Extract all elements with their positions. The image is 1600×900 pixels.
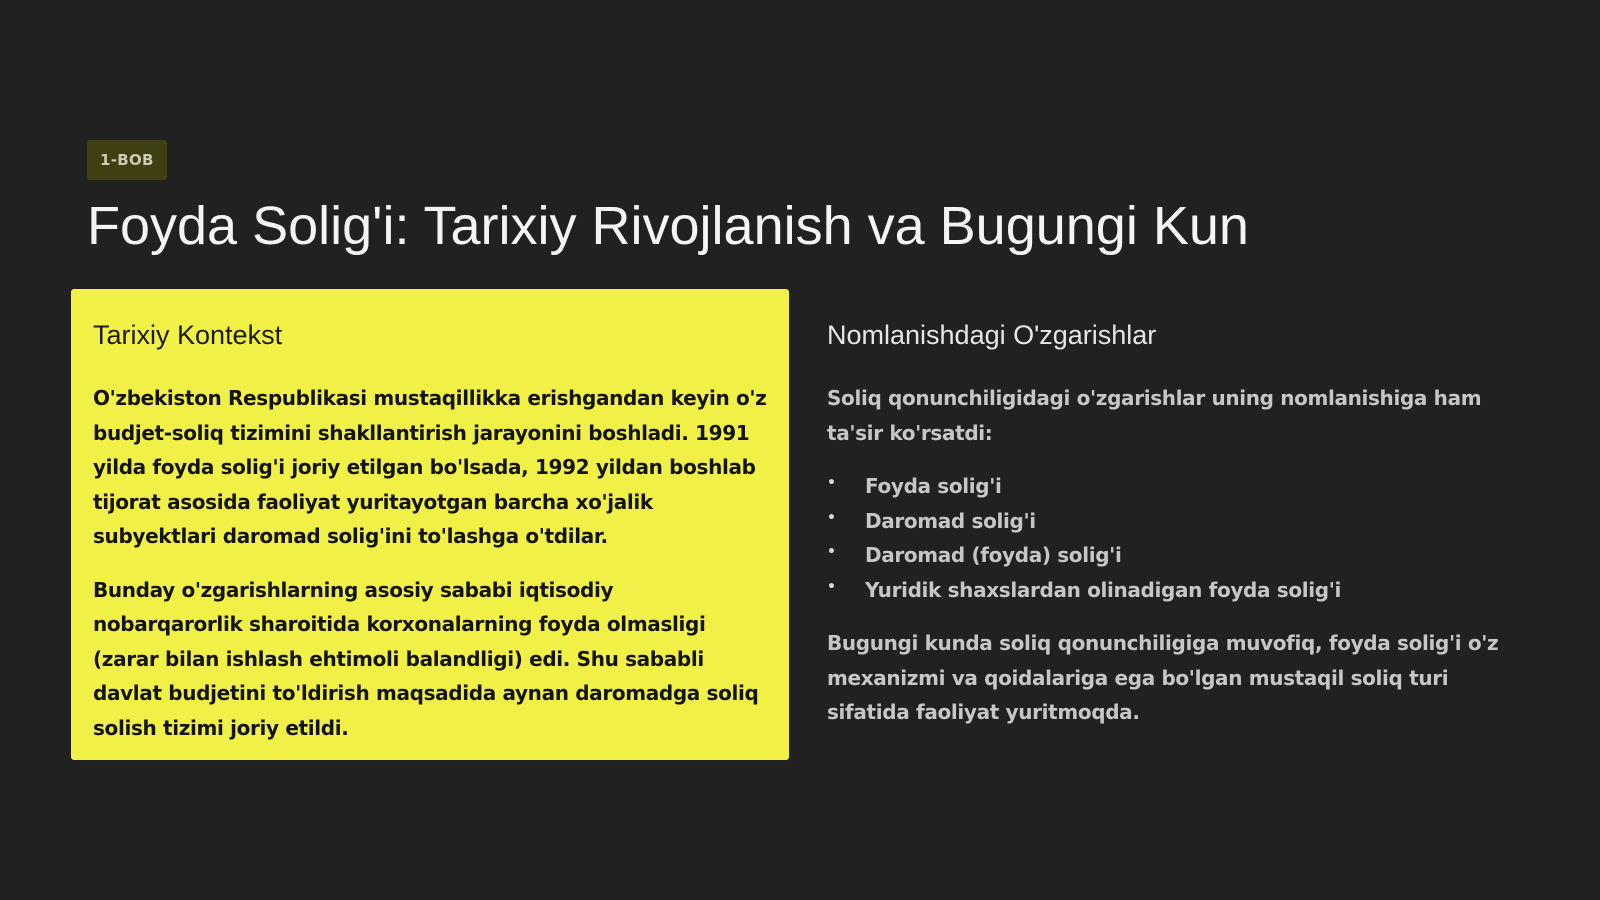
bullet-icon: • — [827, 475, 836, 491]
list-item — [827, 504, 1507, 539]
list-item-text: Daromad solig'i — [865, 508, 1036, 533]
chapter-badge: 1-BOB — [87, 140, 167, 180]
name-changes-intro: Soliq qonunchiligidagi o'zgarishlar uning nomlanishiga ham ta'sir ko'rsatdi: — [827, 386, 1482, 445]
name-changes-conclusion: Bugungi kunda soliq qonunchiligiga muvofiq, foyda solig'i o'z mexanizmi va qoidalariga ega bo'lgan mustaqil soliq turi sifatida faoliyat yuritmoqda. — [827, 631, 1499, 724]
historical-context-heading: Tarixiy Kontekst — [93, 320, 283, 350]
list-item — [827, 538, 1507, 573]
historical-context-paragraph-1: O'zbekiston Respublikasi mustaqillikka erishgandan keyin o'z budjet-soliq tizimini shakllantirish jarayonini boshladi. 1991 yilda foyda solig'i joriy etilgan bo'lsada, 1992 yildan boshlab tijorat asosida faoliyat yuritayotgan barcha xo'jalik subyektlari daromad solig'ini to'lashga o'tdilar. — [93, 386, 767, 548]
slide-title: Foyda Solig'i: Tarixiy Rivojlanish va Bugungi Kun — [87, 196, 1249, 256]
name-changes-heading: Nomlanishdagi O'zgarishlar — [827, 320, 1157, 350]
historical-context-paragraph-2: Bunday o'zgarishlarning asosiy sababi iqtisodiy nobarqarorlik sharoitida korxonalarning foyda olmasligi (zarar bilan ishlash ehtimoli balandligi) edi. Shu sababli davlat budjetini to'ldirish maqsadida aynan daromadga soliq solish tizimi joriy etildi. — [93, 577, 759, 740]
list-item — [827, 573, 1507, 608]
bullet-icon: • — [827, 544, 836, 560]
list-item — [827, 469, 1507, 504]
bullet-icon: • — [827, 509, 836, 526]
bullet-icon: • — [827, 578, 836, 595]
list-item-text: Foyda solig'i — [865, 474, 1002, 498]
list-item-text: Daromad (foyda) solig'i — [865, 543, 1122, 567]
list-item-text: Yuridik shaxslardan olinadigan foyda solig'i — [865, 577, 1341, 602]
name-changes-section — [827, 289, 1507, 730]
tax-names-list — [827, 469, 1507, 607]
historical-context-card — [71, 289, 789, 760]
